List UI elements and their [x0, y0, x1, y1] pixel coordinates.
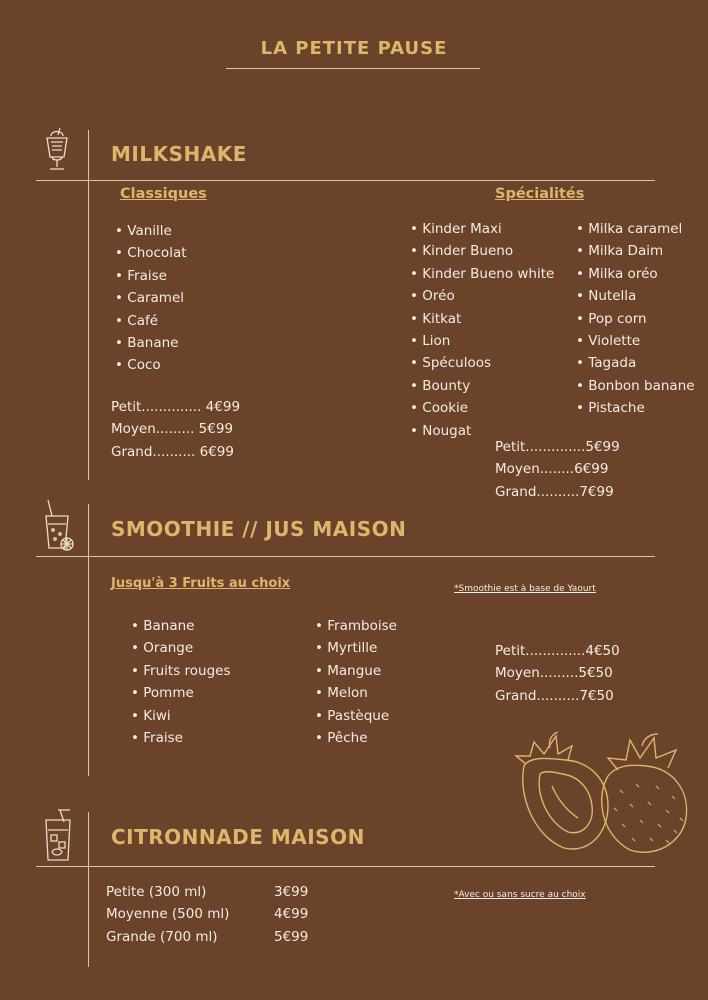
- list-item: • Nougat: [410, 420, 554, 442]
- list-item: • Vanille: [115, 220, 187, 242]
- list-item: • Lion: [410, 330, 554, 352]
- list-item: • Café: [115, 310, 187, 332]
- smoothie-divider: [36, 556, 655, 557]
- list-item: • Tagada: [576, 352, 695, 374]
- citronnade-vertical-rule: [88, 812, 89, 967]
- list-item: • Banane: [115, 332, 187, 354]
- size-price: 3€99: [274, 884, 309, 900]
- specialites-list-1: [410, 218, 554, 442]
- list-item: • Banane: [131, 615, 231, 637]
- milkshake-section-title: MILKSHAKE: [111, 142, 247, 166]
- list-item: • Orange: [131, 637, 231, 659]
- list-item: • Coco: [115, 354, 187, 376]
- list-item: • Chocolat: [115, 242, 187, 264]
- smoothie-subtitle: Jusqu'à 3 Fruits au choix: [111, 576, 291, 591]
- title-divider: [226, 68, 480, 69]
- citronnade-prices: [274, 881, 308, 948]
- smoothie-fruits-list-2: [315, 615, 397, 749]
- classiques-list: [115, 220, 187, 377]
- list-item: • Cookie: [410, 397, 554, 419]
- list-item: • Fraise: [131, 727, 231, 749]
- list-item: • Kinder Maxi: [410, 218, 554, 240]
- strawberries-illustration: [512, 726, 694, 860]
- citronnade-sizes: [106, 881, 229, 948]
- list-item: • Bounty: [410, 375, 554, 397]
- smoothie-vertical-rule: [88, 504, 89, 776]
- lemonade-glass-icon: [42, 808, 76, 864]
- list-item: • Nutella: [576, 285, 695, 307]
- list-item: • Milka Daim: [576, 240, 695, 262]
- smoothie-note: *Smoothie est à base de Yaourt: [454, 584, 596, 594]
- size-price: 5€99: [274, 928, 309, 945]
- list-item: • Milka oréo: [576, 263, 695, 285]
- price-line: Petit..............5€99: [495, 439, 620, 455]
- classiques-heading: Classiques: [120, 186, 207, 202]
- list-item: • Kinder Bueno: [410, 240, 554, 262]
- size-price: 4€99: [274, 906, 309, 923]
- size-label: Moyenne (500 ml): [106, 906, 230, 923]
- price-line: Grand..........7€50: [495, 687, 614, 704]
- size-label: Grande (700 ml): [106, 928, 218, 945]
- specialites-heading: Spécialités: [495, 186, 585, 202]
- citronnade-note: *Avec ou sans sucre au choix: [454, 890, 586, 900]
- price-line: Petit..............4€50: [495, 643, 620, 659]
- price-line: Grand.......... 6€99: [111, 443, 234, 460]
- smoothie-section-title: SMOOTHIE // JUS MAISON: [111, 517, 407, 541]
- price-line: Moyen........6€99: [495, 461, 609, 478]
- list-item: • Kiwi: [131, 705, 231, 727]
- list-item: • Bonbon banane: [576, 375, 695, 397]
- milkshake-vertical-rule: [88, 130, 89, 480]
- specialites-prices: [495, 436, 620, 503]
- citronnade-section-title: CITRONNADE MAISON: [111, 825, 365, 849]
- list-item: • Pastèque: [315, 705, 397, 727]
- list-item: • Pistache: [576, 397, 695, 419]
- size-label: Petite (300 ml): [106, 884, 207, 900]
- list-item: • Melon: [315, 682, 397, 704]
- page-title: LA PETITE PAUSE: [260, 38, 448, 59]
- price-line: Moyen......... 5€99: [111, 421, 234, 438]
- list-item: • Kitkat: [410, 308, 554, 330]
- list-item: • Oréo: [410, 285, 554, 307]
- price-line: Grand..........7€99: [495, 483, 614, 500]
- citronnade-divider: [36, 866, 655, 867]
- list-item: • Pomme: [131, 682, 231, 704]
- milkshake-glass-icon: [42, 127, 72, 173]
- classiques-prices: [111, 396, 240, 463]
- list-item: • Fraise: [115, 265, 187, 287]
- list-item: • Kinder Bueno white: [410, 263, 554, 285]
- list-item: • Pêche: [315, 727, 397, 749]
- list-item: • Milka caramel: [576, 218, 695, 240]
- list-item: • Violette: [576, 330, 695, 352]
- list-item: • Caramel: [115, 287, 187, 309]
- price-line: Petit.............. 4€99: [111, 399, 241, 415]
- milkshake-divider: [36, 180, 655, 181]
- smoothie-prices: [495, 640, 620, 707]
- list-item: • Fruits rouges: [131, 660, 231, 682]
- list-item: • Spéculoos: [410, 352, 554, 374]
- smoothie-fruits-list-1: [131, 615, 231, 749]
- list-item: • Pop corn: [576, 308, 695, 330]
- juice-glass-icon: [40, 498, 76, 554]
- list-item: • Framboise: [315, 615, 397, 637]
- list-item: • Myrtille: [315, 637, 397, 659]
- specialites-list-2: [576, 218, 695, 420]
- price-line: Moyen.........5€50: [495, 665, 613, 682]
- list-item: • Mangue: [315, 660, 397, 682]
